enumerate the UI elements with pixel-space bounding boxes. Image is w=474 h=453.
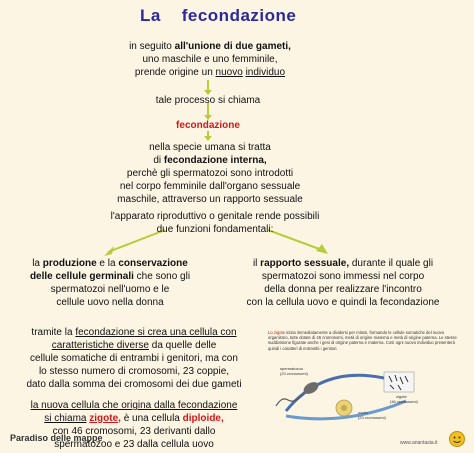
right-branch-block: il rapporto sessuale, durante il quale gli spermatozoi sono immessi nel corpo della donna per realizzare l'incontro con la cellula uovo e quindi la fecondazione — [246, 258, 440, 308]
zygote-box-icon — [384, 372, 414, 392]
arrow-head — [104, 246, 114, 256]
fecondazione-label: fecondazione — [176, 120, 240, 131]
arrow-head — [316, 244, 328, 254]
label-sperm-sub: (23 cromosomi) — [280, 371, 308, 376]
process-label: tale processo si chiama — [155, 95, 261, 106]
label-egg: ovulo — [358, 410, 368, 415]
left-branch-block: la produzione e la conservazione delle cellule germinali che sono gli spermatozoi nell'uomo e le cellule uovo nella donna — [29, 258, 191, 308]
label-egg-sub: (23 cromosomi) — [358, 415, 386, 420]
intro-block: in seguito all'unione di due gameti, uno maschile e uno femminile, prende origine un nuovo individuo — [129, 41, 291, 78]
label-zygote-sub: (46 cromosomi) — [390, 399, 418, 404]
footer-url: www.anantasia.it — [400, 440, 438, 446]
figure-caption: Lo zigote inizia immediatamente a dividersi per mitosi, formando le cellule somatiche del nuovo organismo, tutte dotate di 46 cromosomi, metà di origine materna e metà di origine paterna. Le stesse suddivisione figurate anche i geni di origine paterna e materna. Così ogni nuovo individuo presenterà quindi i caratteri di entrambi i genitori. — [268, 330, 457, 351]
fertilization-figure — [266, 330, 466, 426]
label-sperm: spermatozoo — [280, 366, 304, 371]
label-zygote: zigote — [396, 394, 407, 399]
page-title: La fecondazione — [140, 6, 297, 25]
apparatus-block: l'apparato riproduttivo o genitale rende possibili due funzioni fondamentali: — [110, 211, 320, 235]
footer-brand: Paradiso delle mappe — [10, 433, 103, 443]
human-block: nella specie umana si tratta di fecondazione interna, perchè gli spermatozoi sono introdotti nel corpo femminile dall'organo sessuale maschile, attraverso un rapporto sessuale — [117, 142, 303, 205]
fertilization-illustration — [266, 356, 466, 426]
logo-icon — [448, 430, 466, 448]
egg-nucleus-icon — [341, 405, 347, 411]
bottom-text-block: tramite la fecondazione si crea una cellula con caratteristiche diverse da quelle delle cellule somatiche di entrambi i genitori, ma con lo stesso numero di cromosomi, 23 coppie, dato dalla somma dei cromosomi dei due gameti la nuova cellula che origina dalla fecondazione si chiama zigote, è una cellula diploide, con 46 cromosomi, 23 derivanti dallo spermatozoo e 23 dalla cellula uovo — [26, 327, 242, 450]
